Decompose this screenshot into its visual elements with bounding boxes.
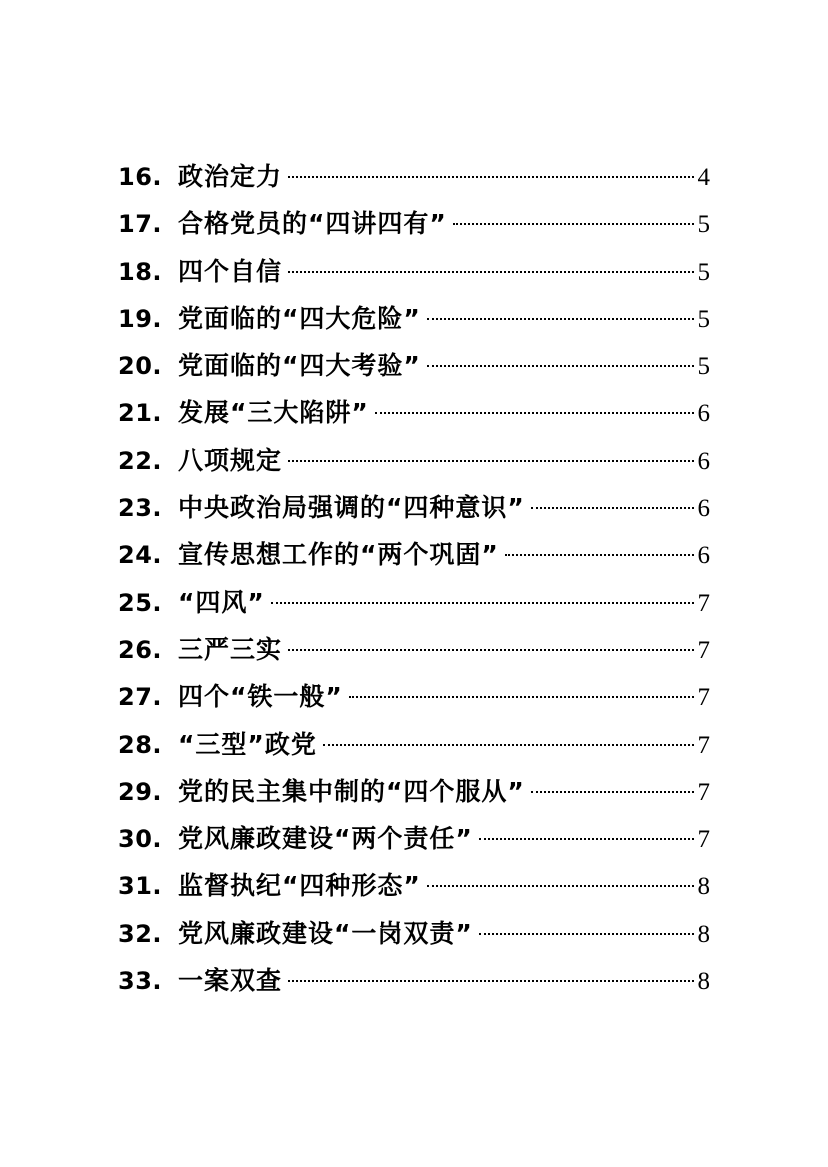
page-number: 7 xyxy=(697,778,710,806)
page-number: 8 xyxy=(697,873,710,901)
dot-leader xyxy=(323,744,694,746)
toc-entry[interactable] xyxy=(118,295,710,342)
entry-title: 四个“铁一般” xyxy=(178,682,343,712)
dot-leader xyxy=(453,223,694,225)
toc-entry[interactable] xyxy=(118,626,710,673)
entry-number: 18. xyxy=(118,257,163,286)
entry-title: 八项规定 xyxy=(178,445,283,475)
entry-title: 中央政治局强调的“四种意识” xyxy=(178,493,525,523)
dot-leader xyxy=(531,791,694,793)
entry-title: 一案双查 xyxy=(178,966,283,996)
dot-leader xyxy=(505,554,694,556)
entry-title: 党的民主集中制的“四个服从” xyxy=(178,776,525,806)
toc-entry[interactable] xyxy=(118,153,710,200)
entry-title: 发展“三大陷阱” xyxy=(178,398,369,428)
toc-entry[interactable] xyxy=(118,579,710,626)
toc-entry[interactable] xyxy=(118,531,710,578)
dot-leader xyxy=(531,507,694,509)
entry-title: 三严三实 xyxy=(178,634,283,664)
toc-entry[interactable] xyxy=(118,910,710,957)
entry-number: 16. xyxy=(118,163,163,191)
entry-title: 政治定力 xyxy=(178,162,283,191)
entry-number: 20. xyxy=(118,352,163,381)
page-number: 8 xyxy=(697,968,710,996)
dot-leader xyxy=(288,271,693,273)
toc-entry[interactable] xyxy=(118,437,710,484)
entry-title: “三型”政党 xyxy=(178,729,317,759)
entry-title: 合格党员的“四讲四有” xyxy=(178,209,447,239)
entry-number: 19. xyxy=(118,304,163,333)
entry-number: 29. xyxy=(118,777,163,806)
page-number: 5 xyxy=(697,305,710,333)
dot-leader xyxy=(427,318,694,320)
dot-leader xyxy=(375,412,694,414)
entry-title: 监督执纪“四种形态” xyxy=(178,871,421,901)
entry-number: 21. xyxy=(118,399,163,428)
page-number: 5 xyxy=(697,353,710,381)
page-number: 7 xyxy=(697,589,710,617)
toc-entry[interactable] xyxy=(118,957,710,1004)
toc-entry[interactable] xyxy=(118,721,710,768)
toc-entry[interactable] xyxy=(118,768,710,815)
page-number: 8 xyxy=(697,920,710,948)
page-number: 7 xyxy=(697,684,710,712)
entry-number: 25. xyxy=(118,588,163,617)
dot-leader xyxy=(349,696,694,698)
page-number: 6 xyxy=(697,447,710,475)
entry-number: 31. xyxy=(118,872,163,901)
entry-number: 27. xyxy=(118,683,163,712)
entry-title: 宣传思想工作的“两个巩固” xyxy=(178,540,499,570)
dot-leader xyxy=(479,838,694,840)
entry-title: 党面临的“四大考验” xyxy=(178,351,421,381)
entry-number: 23. xyxy=(118,494,163,523)
toc-entry[interactable] xyxy=(118,673,710,720)
entry-number: 32. xyxy=(118,919,163,948)
toc-entry[interactable] xyxy=(118,342,710,389)
table-of-contents xyxy=(118,153,710,1004)
entry-number: 22. xyxy=(118,446,163,475)
toc-entry[interactable] xyxy=(118,862,710,909)
page-number: 7 xyxy=(697,826,710,854)
entry-number: 30. xyxy=(118,825,163,854)
entry-title: 四个自信 xyxy=(178,256,283,286)
dot-leader xyxy=(427,365,694,367)
entry-number: 28. xyxy=(118,730,163,759)
dot-leader xyxy=(288,649,693,651)
entry-number: 24. xyxy=(118,541,163,570)
dot-leader xyxy=(271,602,694,604)
dot-leader xyxy=(288,460,693,462)
toc-entry[interactable] xyxy=(118,389,710,436)
dot-leader xyxy=(427,885,694,887)
dot-leader xyxy=(479,933,694,935)
page-number: 6 xyxy=(697,495,710,523)
dot-leader xyxy=(288,980,693,982)
toc-entry[interactable] xyxy=(118,248,710,295)
entry-title: “四风” xyxy=(178,587,265,617)
entry-title: 党风廉政建设“两个责任” xyxy=(178,824,473,854)
toc-entry[interactable] xyxy=(118,200,710,247)
toc-entry[interactable] xyxy=(118,484,710,531)
page-number: 5 xyxy=(697,258,710,286)
entry-title: 党面临的“四大危险” xyxy=(178,303,421,333)
entry-number: 33. xyxy=(118,967,163,996)
page-number: 6 xyxy=(697,400,710,428)
page-number: 6 xyxy=(697,542,710,570)
toc-entry[interactable] xyxy=(118,815,710,862)
page-number: 7 xyxy=(697,731,710,759)
dot-leader xyxy=(288,176,693,178)
entry-title: 党风廉政建设“一岗双责” xyxy=(178,918,473,948)
entry-number: 17. xyxy=(118,210,163,239)
page-number: 4 xyxy=(697,164,710,191)
page-number: 7 xyxy=(697,636,710,664)
entry-number: 26. xyxy=(118,635,163,664)
page-number: 5 xyxy=(697,211,710,239)
